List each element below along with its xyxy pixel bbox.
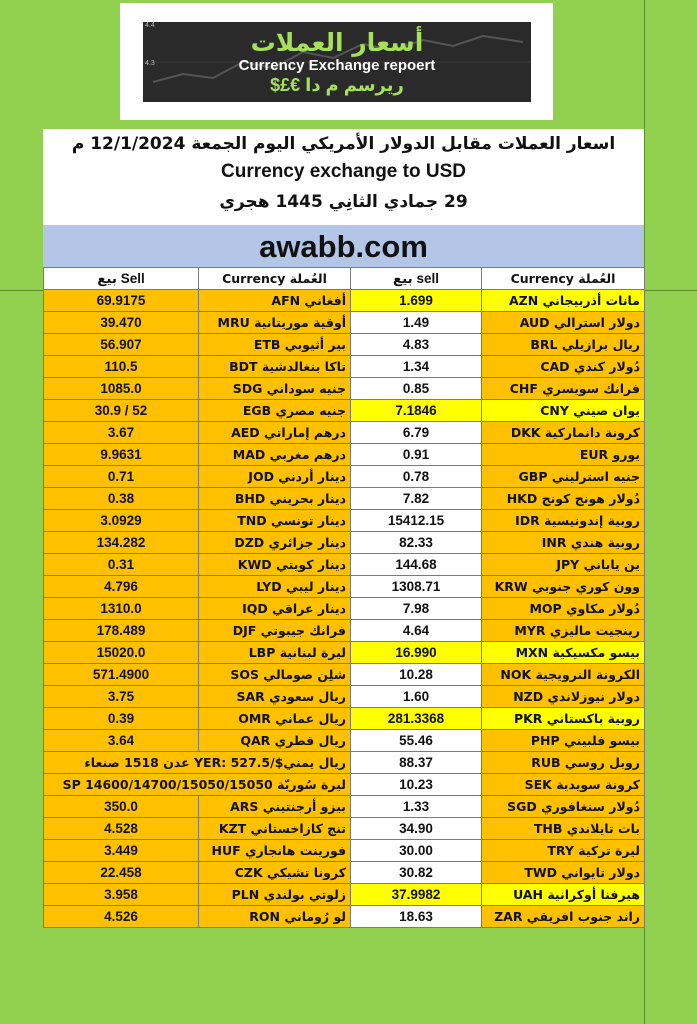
table-row (44, 796, 645, 818)
sell-rate: 30.00 (351, 840, 482, 862)
sell-rate: SP 14600/14700/15050/15050 (62, 777, 273, 792)
currency-name: شلِن صومالي SOS (199, 664, 351, 686)
sell-rate: 88.37 (351, 752, 482, 774)
merged-rate-cell (44, 752, 351, 774)
sell-rate: 527.5 عدن 1518 صنعاء (84, 755, 271, 770)
header-title: Currency exchange to USD (221, 161, 466, 182)
header-date-hijri: 29 جمادي الثانِي 1445 هجري (219, 192, 468, 212)
sell-rate: 0.91 (351, 444, 482, 466)
currency-name: روبية إندونيسية IDR (482, 510, 645, 532)
sell-rate: 281.3368 (351, 708, 482, 730)
currency-name: دينار بحريني BHD (199, 488, 351, 510)
table-row (44, 598, 645, 620)
sell-rate: 55.46 (351, 730, 482, 752)
currency-name: وون كوري جنوبي KRW (482, 576, 645, 598)
table-row (44, 862, 645, 884)
currency-name: جنيه مصري EGB (199, 400, 351, 422)
sell-rate: 6.79 (351, 422, 482, 444)
currency-name: ليرة سُوريّة (277, 777, 346, 792)
currency-name: هيرفنا أوكرانية UAH (482, 884, 645, 906)
sell-rate: 1.699 (351, 290, 482, 312)
currency-name: دُولار كندي CAD (482, 356, 645, 378)
currency-name: دولار تايواني TWD (482, 862, 645, 884)
currency-name: فرانك سويسري CHF (482, 378, 645, 400)
table-row (44, 730, 645, 752)
merged-rate-cell (44, 774, 351, 796)
header-date-gregorian: اسعار العملات مقابل الدولار الأمريكي اليوم الجمعة 12/1/2024 م (71, 134, 616, 154)
sell-rate: 3.449 (44, 840, 199, 862)
table-row (44, 884, 645, 906)
table-row (44, 466, 645, 488)
rates-table (43, 267, 645, 928)
currency-name: كرونة سويدية SEK (482, 774, 645, 796)
currency-name: رينجيت ماليزي MYR (482, 620, 645, 642)
banner-arabic-subtitle: ريرسم م دا €£$ (270, 75, 404, 95)
table-row (44, 400, 645, 422)
currency-name: دولار نيوزلاندي NZD (482, 686, 645, 708)
banner-tick-label: 4.4 (145, 22, 155, 29)
sell-rate: 571.4900 (44, 664, 199, 686)
sell-rate: 10.23 (351, 774, 482, 796)
table-row (44, 774, 645, 796)
currency-name: درهم مغربي MAD (199, 444, 351, 466)
table-row (44, 510, 645, 532)
site-url[interactable]: awabb.com (43, 225, 644, 267)
sell-rate: 1085.0 (44, 378, 199, 400)
sell-rate: 15412.15 (351, 510, 482, 532)
currency-name: مانات أذربيجاني AZN (482, 290, 645, 312)
table-row (44, 532, 645, 554)
sell-rate: 9.9631 (44, 444, 199, 466)
currency-name: دُولار هونج كونج HKD (482, 488, 645, 510)
sell-rate: 69.9175 (44, 290, 199, 312)
sell-rate: 18.63 (351, 906, 482, 928)
currency-name: لو رُوماني RON (199, 906, 351, 928)
sell-rate: 1.33 (351, 796, 482, 818)
table-row (44, 356, 645, 378)
table-row (44, 422, 645, 444)
table-row (44, 312, 645, 334)
currency-name: الكرونة النرويجية NOK (482, 664, 645, 686)
currency-name: ين ياباني JPY (482, 554, 645, 576)
table-row (44, 334, 645, 356)
sell-rate: 82.33 (351, 532, 482, 554)
table-row (44, 290, 645, 312)
sell-rate: 3.0929 (44, 510, 199, 532)
currency-name: زلوتي بولندي PLN (199, 884, 351, 906)
currency-name: بيسو مكسيكية MXN (482, 642, 645, 664)
currency-name: ريال سعودي SAR (199, 686, 351, 708)
sell-rate: 30.9 / 52 (44, 400, 199, 422)
currency-name: ليرة تركية TRY (482, 840, 645, 862)
sell-rate: 0.78 (351, 466, 482, 488)
table-row (44, 708, 645, 730)
currency-name: دُولار مكاوي MOP (482, 598, 645, 620)
currency-name: روبية هندي INR (482, 532, 645, 554)
currency-name: كرونة دانماركية DKK (482, 422, 645, 444)
table-row (44, 576, 645, 598)
sell-rate: 37.9982 (351, 884, 482, 906)
currency-name: يوان صيني CNY (482, 400, 645, 422)
table-row (44, 620, 645, 642)
currency-name: بات تايلاندي THB (482, 818, 645, 840)
sell-rate: 7.82 (351, 488, 482, 510)
banner-arabic-title: أسعار العملات (250, 28, 424, 57)
currency-name: ريال قطري QAR (199, 730, 351, 752)
currency-name: فرانك جيبوتي DJF (199, 620, 351, 642)
table-row (44, 444, 645, 466)
table-row (44, 752, 645, 774)
sell-rate: 178.489 (44, 620, 199, 642)
currency-name: دينار أردني JOD (199, 466, 351, 488)
currency-name: بيسو فلبيني PHP (482, 730, 645, 752)
sell-rate: 4.83 (351, 334, 482, 356)
sell-rate: 3.67 (44, 422, 199, 444)
table-row (44, 664, 645, 686)
sell-rate: 7.1846 (351, 400, 482, 422)
sell-rate: 134.282 (44, 532, 199, 554)
table-row (44, 906, 645, 928)
currency-name: كرونا تشيكي CZK (199, 862, 351, 884)
sell-rate: 3.64 (44, 730, 199, 752)
sell-rate: 0.85 (351, 378, 482, 400)
table-row (44, 642, 645, 664)
column-header-currency-left: العُملة Currency (199, 268, 351, 290)
column-header-sell-right: بيع sell (351, 268, 482, 290)
sell-rate: 4.796 (44, 576, 199, 598)
currency-name: جنيه سوداني SDG (199, 378, 351, 400)
currency-name: دينار تونسي TND (199, 510, 351, 532)
sell-rate: 1.34 (351, 356, 482, 378)
currency-name: درهم إماراتي AED (199, 422, 351, 444)
column-header-sell-left: بيع Sell (44, 268, 199, 290)
banner-tick-label: 4.3 (145, 60, 155, 67)
report-header (43, 129, 644, 225)
table-row (44, 488, 645, 510)
sell-rate: 30.82 (351, 862, 482, 884)
sell-rate: 16.990 (351, 642, 482, 664)
sell-rate: 1310.0 (44, 598, 199, 620)
banner-english-title: Currency Exchange repoert (238, 57, 436, 74)
sell-rate: 1308.71 (351, 576, 482, 598)
currency-name: دُولار سنغافوري SGD (482, 796, 645, 818)
currency-name: ريال يمني$/YER: (194, 755, 346, 770)
currency-name: أفغاني AFN (199, 290, 351, 312)
table-row (44, 378, 645, 400)
banner-logo (143, 22, 531, 102)
sell-rate: 0.39 (44, 708, 199, 730)
currency-name: دينار جزائري DZD (199, 532, 351, 554)
sell-rate: 4.528 (44, 818, 199, 840)
currency-name: أوقية موريتانية MRU (199, 312, 351, 334)
sell-rate: 3.958 (44, 884, 199, 906)
table-row (44, 818, 645, 840)
rates-table-body (44, 290, 645, 928)
currency-name: بيزو أرجنتيني ARS (199, 796, 351, 818)
sell-rate: 1.49 (351, 312, 482, 334)
currency-name: تنج كازاخستاني KZT (199, 818, 351, 840)
currency-name: راند جنوب افريقي ZAR (482, 906, 645, 928)
sell-rate: 3.75 (44, 686, 199, 708)
table-header-row (44, 268, 645, 290)
currency-name: ريال برازيلي BRL (482, 334, 645, 356)
sell-rate: 56.907 (44, 334, 199, 356)
table-row (44, 840, 645, 862)
table-row (44, 686, 645, 708)
sell-rate: 15020.0 (44, 642, 199, 664)
currency-name: دينار كويتي KWD (199, 554, 351, 576)
currency-name: بير أثيوبي ETB (199, 334, 351, 356)
currency-name: دينار ليبي LYD (199, 576, 351, 598)
sell-rate: 4.526 (44, 906, 199, 928)
currency-name: ليرة لبنانية LBP (199, 642, 351, 664)
currency-name: جنيه استرليني GBP (482, 466, 645, 488)
sell-rate: 22.458 (44, 862, 199, 884)
sell-rate: 1.60 (351, 686, 482, 708)
sell-rate: 0.31 (44, 554, 199, 576)
currency-name: تاكا بنغالدشية BDT (199, 356, 351, 378)
table-row (44, 554, 645, 576)
sell-rate: 0.38 (44, 488, 199, 510)
sell-rate: 350.0 (44, 796, 199, 818)
currency-name: دينار عراقي IQD (199, 598, 351, 620)
sell-rate: 4.64 (351, 620, 482, 642)
sell-rate: 0.71 (44, 466, 199, 488)
sell-rate: 39.470 (44, 312, 199, 334)
currency-name: يورو EUR (482, 444, 645, 466)
sell-rate: 7.98 (351, 598, 482, 620)
sell-rate: 110.5 (44, 356, 199, 378)
sell-rate: 144.68 (351, 554, 482, 576)
currency-name: روبل روسي RUB (482, 752, 645, 774)
column-header-currency-right: العُملة Currency (482, 268, 645, 290)
currency-name: دولار استرالي AUD (482, 312, 645, 334)
currency-name: فورينت هانجاري HUF (199, 840, 351, 862)
currency-name: ريال عماني OMR (199, 708, 351, 730)
currency-name: روبية باكستاني PKR (482, 708, 645, 730)
sell-rate: 10.28 (351, 664, 482, 686)
sell-rate: 34.90 (351, 818, 482, 840)
